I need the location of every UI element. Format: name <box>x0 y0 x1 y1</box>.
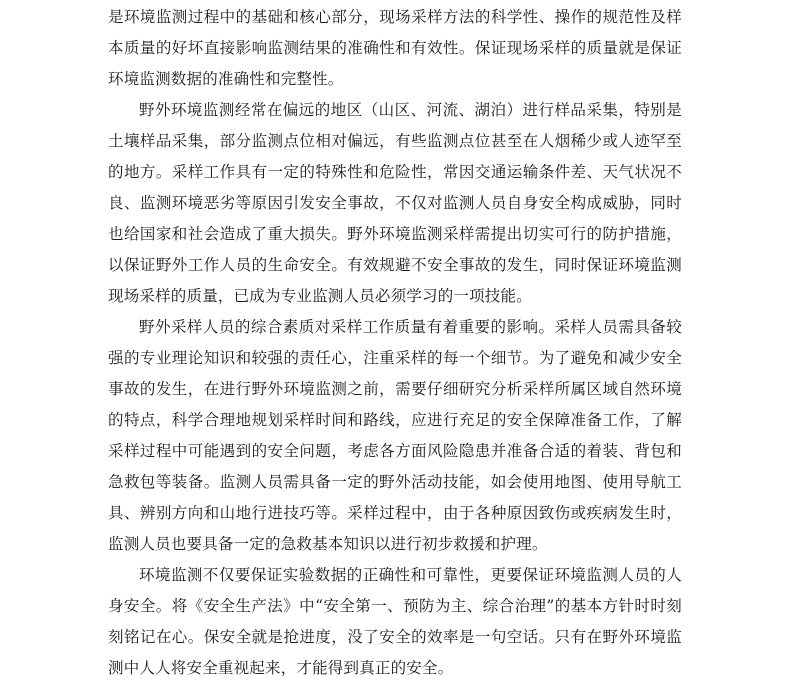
paragraph-4: 环境监测不仅要保证实验数据的正确性和可靠性，更要保证环境监测人员的人身安全。将《安全生产法》中“安全第一、预防为主、综合治理”的基本方针时时刻刻铭记在心。保安全就是抢进度，没了安全的效率是一句空话。只有在野外环境监测中人人将安全重视起来，才能得到真正的安全。 <box>108 566 682 677</box>
paragraph-3: 野外采样人员的综合素质对采样工作质量有着重要的影响。采样人员需具备较强的专业理论知识和较强的责任心，注重采样的每一个细节。为了避免和减少安全事故的发生，在进行野外环境监测之前，需要仔细研究分析采样所属区域自然环境的特点，科学合理地规划采样时间和路线，应进行充足的安全保障准备工作，了解采样过程中可能遇到的安全问题，考虑各方面风险隐患并准备合适的着装、背包和急救包等装备。监测人员需具备一定的野外活动技能，如会使用地图、使用导航工具、辨别方向和山地行进技巧等。采样过程中，由于各种原因致伤或疾病发生时，监测人员也要具备一定的急救基本知识以进行初步救援和护理。 <box>108 318 682 553</box>
paragraph-1: 是环境监测过程中的基础和核心部分，现场采样方法的科学性、操作的规范性及样本质量的好坏直接影响监测结果的准确性和有效性。保证现场采样的质量就是保证环境监测数据的准确性和完整性。 <box>108 8 682 88</box>
document-body <box>108 2 682 684</box>
paragraph-2: 野外环境监测经常在偏远的地区（山区、河流、湖泊）进行样品采集，特别是土壤样品采集，部分监测点位相对偏远，有些监测点位甚至在人烟稀少或人迹罕至的地方。采样工作具有一定的特殊性和危险性，常因交通运输条件差、天气状况不良、监测环境恶劣等原因引发安全事故，不仅对监测人员自身安全构成威胁，同时也给国家和社会造成了重大损失。野外环境监测采样需提出切实可行的防护措施，以保证野外工作人员的生命安全。有效规避不安全事故的发生，同时保证环境监测现场采样的质量，已成为专业监测人员必须学习的一项技能。 <box>108 101 682 305</box>
